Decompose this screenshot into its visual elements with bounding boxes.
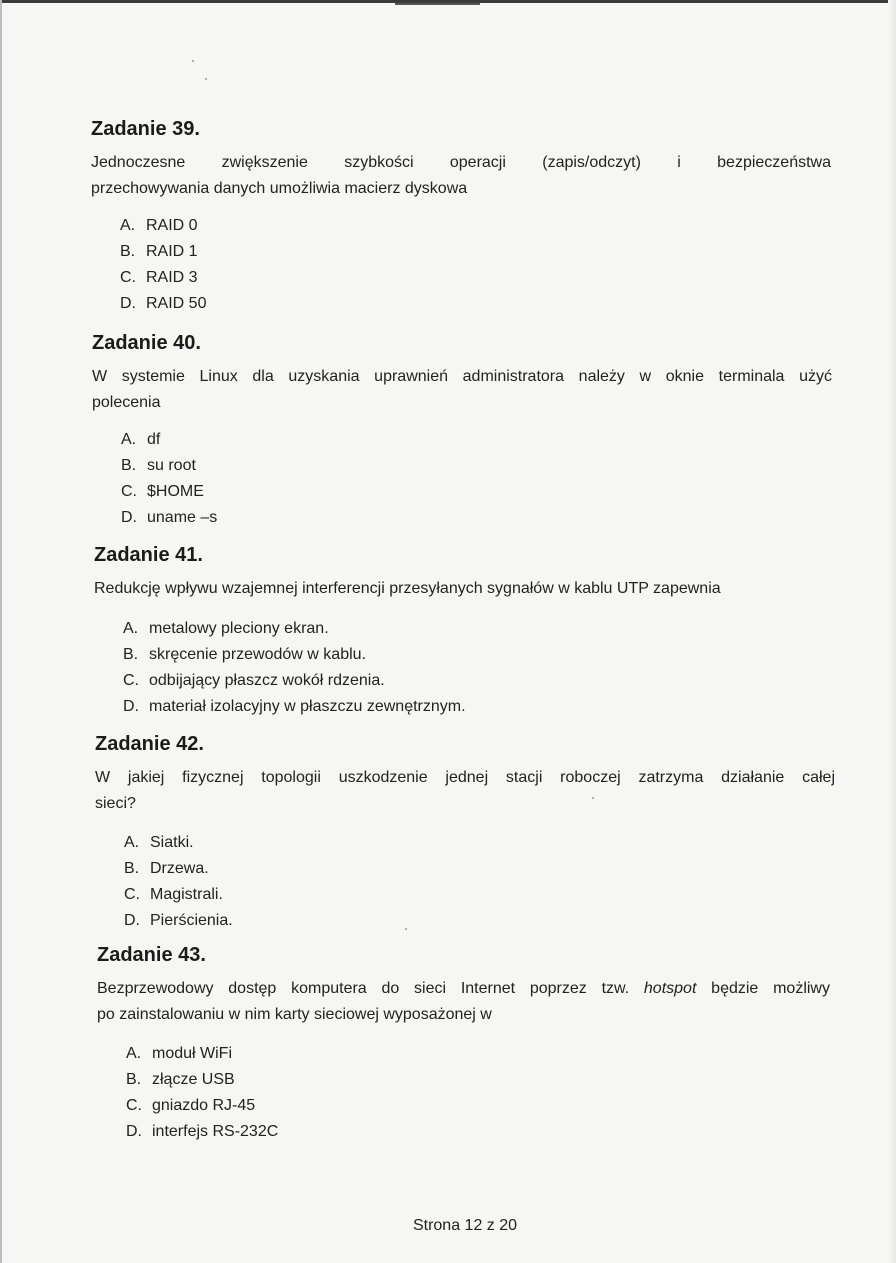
task-title: Zadanie 42. <box>95 733 204 755</box>
answer-option-a: A. moduł WiFi <box>126 1045 233 1062</box>
task-title: Zadanie 40. <box>92 332 201 354</box>
scan-right-edge <box>888 0 896 1263</box>
page-number: Strona 12 z 20 <box>412 1217 518 1234</box>
task-42 <box>95 732 835 934</box>
task-title: Zadanie 39. <box>91 118 200 140</box>
answer-options <box>91 213 831 317</box>
answer-option-c: C. odbijający płaszcz wokół rdzenia. <box>123 672 385 689</box>
task-question: W jakiej fizycznej topologii uszkodzenie jednej stacji roboczej zatrzyma działanie całej sieci? <box>95 769 835 812</box>
answer-option-b: B. RAID 1 <box>120 243 198 260</box>
answer-option-c: C. gniazdo RJ-45 <box>126 1097 256 1114</box>
task-question: Jednoczesne zwiększenie szybkości operacji (zapis/odczyt) i bezpieczeństwa przechowywania danych umożliwia macierz dyskowa <box>91 154 831 197</box>
answer-options <box>97 1041 830 1145</box>
hotspot-term: hotspot <box>643 980 697 997</box>
answer-option-b: B. su root <box>121 457 196 474</box>
answer-option-b: B. złącze USB <box>126 1071 235 1088</box>
task-40 <box>92 331 832 531</box>
answer-option-d: D. Pierścienia. <box>124 912 233 929</box>
scan-speck <box>192 60 194 62</box>
task-question: Bezprzewodowy dostęp komputera do sieci Internet poprzez tzw. hotspot będzie możliwy po zainstalowaniu w nim karty sieciowej wyposażonej w <box>97 980 830 1023</box>
answer-option-d: D. RAID 50 <box>120 295 207 312</box>
scan-left-edge <box>0 0 2 1263</box>
task-question: Redukcję wpływu wzajemnej interferencji przesyłanych sygnałów w kablu UTP zapewnia <box>94 580 721 597</box>
answer-option-b: B. Drzewa. <box>124 860 209 877</box>
answer-option-b: B. skręcenie przewodów w kablu. <box>123 646 366 663</box>
answer-option-d: D. interfejs RS-232C <box>126 1123 279 1140</box>
answer-option-d: D. materiał izolacyjny w płaszczu zewnętrznym. <box>123 698 466 715</box>
answer-option-a: A. metalowy pleciony ekran. <box>123 620 329 637</box>
answer-option-c: C. RAID 3 <box>120 269 198 286</box>
answer-options <box>92 427 832 531</box>
scan-speck <box>205 78 207 80</box>
scan-top-mark <box>395 3 480 5</box>
answer-option-d: D. uname –s <box>121 509 218 526</box>
task-title: Zadanie 41. <box>94 544 203 566</box>
task-question: W systemie Linux dla uzyskania uprawnień administratora należy w oknie terminala użyć polecenia <box>92 368 832 411</box>
answer-option-c: C. Magistrali. <box>124 886 223 903</box>
answer-options <box>94 616 834 720</box>
task-title: Zadanie 43. <box>97 944 206 966</box>
task-39 <box>91 117 831 317</box>
task-41 <box>94 543 834 720</box>
answer-option-c: C. $HOME <box>121 483 204 500</box>
answer-option-a: A. Siatki. <box>124 834 194 851</box>
answer-option-a: A. RAID 0 <box>120 217 198 234</box>
answer-options <box>95 830 835 934</box>
task-43 <box>97 943 830 1145</box>
answer-option-a: A. df <box>121 431 161 448</box>
